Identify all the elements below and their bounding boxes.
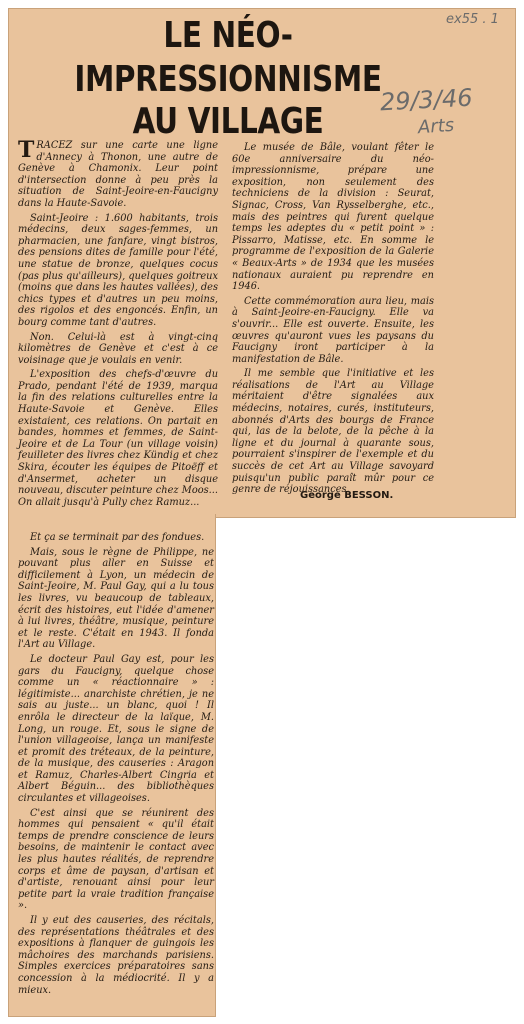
paragraph-intro (18, 137, 218, 210)
paragraph-prado: L'exposition des chefs-d'œuvre du Prado, pendant l'été de 1939, marqua la fin des relations culturelles entre la Haute-Savoie et Genève. Elles existaient, ces relations. On partait en bandes, hommes et femmes, de Saint-Jeoire et de La Tour (un village voisin) feuilleter des livres chez Kündig et chez Skira, écouter les équipes de Pitoëff et d'Ansermet, acheter un disque nouveau, discuter peinture chez Moos... On allait jusqu'à Pully chez Ramuz... (18, 369, 218, 508)
dropcap-letter: T (18, 137, 35, 163)
paragraph-geneve: Non. Celui-là est à vingt-cinq kilomètres de Genève et c'est à ce voisinage que je voulais en venir. (18, 331, 218, 366)
handwritten-date: 29/3/46 (379, 83, 474, 117)
paragraph-philippe: Mais, sous le règne de Philippe, ne pouvant plus aller en Suisse et difficilement à Lyon, un médecin de Saint-Jeoire, M. Paul Gay, qui a lu tous les livres, vu beaucoup de tableaux, écrit des histoires, eut l'idée d'amener à lui livres, théâtre, musique, peinture et le reste. C'était en 1943. Il fonda l'Art au Village. (18, 546, 214, 651)
article-column-left-bottom (18, 532, 214, 999)
paragraph-intro-text: RACEZ sur une carte une ligne d'Annecy à Thonon, une autre de Genève à Chamonix. Leur point d'intersection donne à peu près la situation de Saint-Jeoire-en-Faucigny dans la Haute-Savoie. (18, 140, 218, 209)
handwritten-reference: ex55 . 1 (446, 12, 499, 27)
handwritten-note: Arts (417, 114, 455, 139)
paragraph-commemoration: Cette commémoration aura lieu, mais à Saint-Jeoire-en-Faucigny. Elle va s'ouvrir... Elle est ouverte. Ensuite, les œuvres qu'auront vues les paysans du Faucigny iront participer à la manifestation de Bâle. (232, 295, 434, 365)
headline (18, 14, 438, 142)
headline-line-2: AU VILLAGE (132, 101, 324, 142)
paragraph-fondues: Et ça se terminait par des fondues. (30, 532, 205, 543)
paragraph-saint-jeoire: Saint-Jeoire : 1.600 habitants, trois médecins, deux sages-femmes, un pharmacien, une fanfare, vingt bistros, des pensions dites de famille pour l'été, une statue de bronze, quelques cocus (pas plus qu'ailleurs), quelques goitreux (moins que dans les hautes vallées), des chics types et d'autres un peu moins, des rigolos et des engoncés. Enfin, un bourg comme tant d'autres. (18, 212, 218, 328)
paragraph-paul-gay: Le docteur Paul Gay est, pour les gars du Faucigny, quelque chose comme un « réactionnaire » : légitimiste... anarchiste chrétien, je ne sais au juste... un blanc, quoi ! Il enrôla le directeur de la laïque, M. Long, un rouge. Et, sous le signe de l'union villageoise, lança un manifeste et promit des tréteaux, de la peinture, de la musique, des causeries : Aragon et Ramuz, Charles-Albert Cingria et Albert Béguin... des bibliothèques circulantes et villageoises. (18, 653, 214, 805)
headline-line-1: LE NÉO-IMPRESSIONNISME (74, 15, 382, 100)
article-column-left-top (18, 137, 218, 511)
paragraph-causeries: Il y eut des causeries, des récitals, des représentations théâtrales et des expositions à flanquer de guingois les mâchoires des marchands parisiens. Simples exercices préparatoires sans concession à la médiocrité. Il y a mieux. (18, 915, 214, 996)
paragraph-reunion: C'est ainsi que se réunirent des hommes qui pensaient « qu'il était temps de prendre conscience de leurs besoins, de maintenir le contact avec les plus hautes réalités, de reprendre corps et âme de paysan, d'artisan et d'artiste, renouant ainsi pour leur petite part la vraie tradition française ». (18, 807, 214, 912)
author-signature: George BESSON. (300, 490, 394, 501)
article-column-right (232, 142, 434, 499)
paragraph-initiative: Il me semble que l'initiative et les réalisations de l'Art au Village méritaient d'être signalées aux médecins, notaires, curés, instituteurs, abonnés d'Arts des bourgs de France qui, las de la belote, de la pêche à la ligne et du journal à quarante sous, pourraient s'inspirer de l'exemple et du succès de cet Art au Village savoyard puisqu'un public paraît mûr pour ce genre de réjouissances. (232, 368, 434, 496)
paragraph-bale: Le musée de Bâle, voulant fêter le 60e anniversaire du néo-impressionnisme, prépare une exposition, non seulement des techniciens de la division : Seurat, Signac, Cross, Van Rysselberghe, etc., mais des peintres qui furent quelque temps les adeptes du « petit point » : Pissarro, Matisse, etc. En somme le programme de l'exposition de la Galerie « Beaux-Arts » de 1934 que les musées nationaux auraient pu reprendre en 1946. (232, 142, 434, 293)
